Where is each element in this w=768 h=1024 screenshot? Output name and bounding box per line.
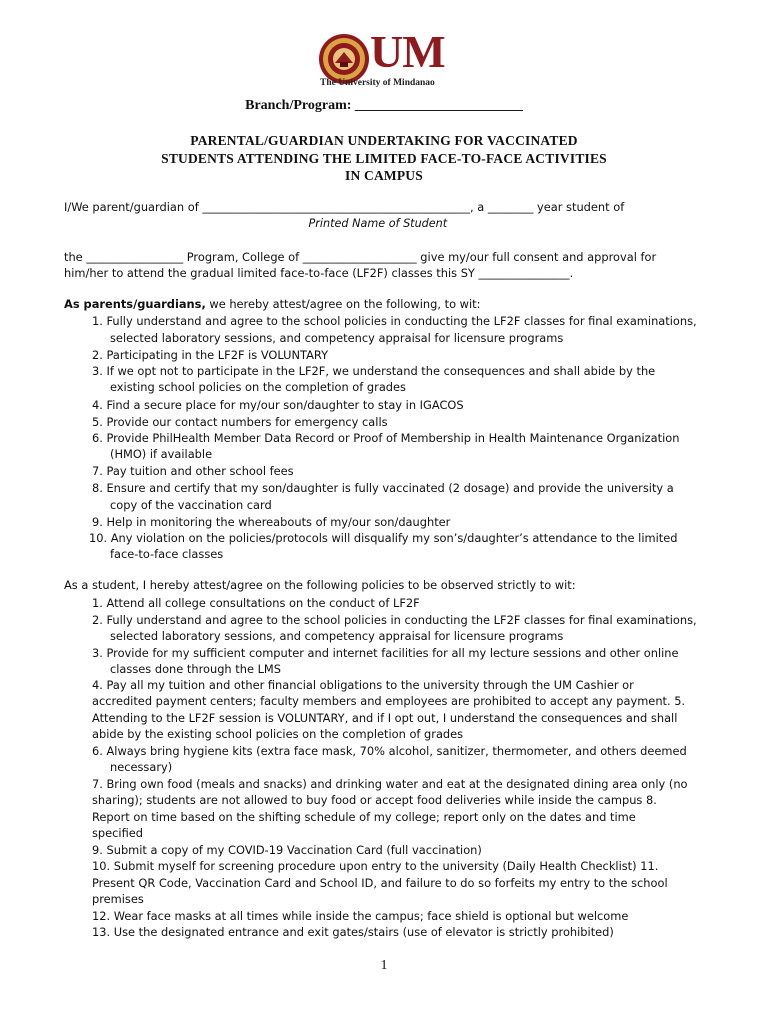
student-item: 10. Submit myself for screening procedure upon entry to the university (Daily Health Checklist) 11. — [92, 859, 659, 873]
student-item: Report on time based on the shifting schedule of my college; report only on the dates and time — [92, 810, 636, 824]
student-name-caption: Printed Name of Student — [308, 216, 448, 230]
um-logo — [318, 26, 468, 91]
consent-line-1: I/We parent/guardian of _______________________________________________, a ________ year student of — [64, 200, 625, 214]
parents-item: 2. Participating in the LF2F is VOLUNTARY — [92, 348, 329, 362]
student-item: specified — [92, 826, 144, 840]
student-item: 2. Fully understand and agree to the school policies in conducting the LF2F classes for final examinations, — [92, 613, 697, 627]
parents-item: 6. Provide PhilHealth Member Data Record or Proof of Membership in Health Maintenance Organization — [92, 431, 680, 445]
student-item: 7. Bring own food (meals and snacks) and drinking water and eat at the designated dining area only (no — [92, 777, 688, 791]
parents-item: 10. Any violation on the policies/protocols will disqualify my son’s/daughter’s attendance to the limited — [89, 531, 678, 545]
student-item: premises — [92, 892, 144, 906]
student-item: 3. Provide for my sufficient computer and internet facilities for all my lecture sessions and other online — [92, 646, 679, 660]
parents-item: 1. Fully understand and agree to the school policies in conducting the LF2F classes for final examinations, — [92, 314, 697, 328]
student-item: necessary) — [110, 760, 173, 774]
parents-item: 5. Provide our contact numbers for emergency calls — [92, 415, 388, 429]
parents-intro-bold: As parents/guardians, — [64, 297, 206, 311]
student-intro: As a student, I hereby attest/agree on the following policies to be observed strictly to wit: — [64, 578, 576, 592]
parents-item: face-to-face classes — [110, 547, 224, 561]
logo-tagline: The University of Mindanao — [320, 78, 435, 88]
student-item: Attending to the LF2F session is VOLUNTARY, and if I opt out, I understand the consequences and shall — [92, 711, 678, 725]
student-item: accredited payment centers; faculty members and employees are prohibited to accept any payment. 5. — [92, 694, 686, 708]
parents-item: 8. Ensure and certify that my son/daughter is fully vaccinated (2 dosage) and provide the university a — [92, 481, 674, 495]
student-item: 13. Use the designated entrance and exit gates/stairs (use of elevator is strictly prohibited) — [92, 925, 614, 939]
student-item: sharing); students are not allowed to buy food or accept food deliveries while inside the campus 8. — [92, 793, 657, 807]
student-item: 12. Wear face masks at all times while inside the campus; face shield is optional but welcome — [92, 909, 629, 923]
student-item: abide by the existing school policies on the completion of grades — [92, 727, 464, 741]
document-title — [0, 132, 768, 185]
parents-item: copy of the vaccination card — [110, 498, 272, 512]
branch-program-field: Branch/Program: ________________________ — [245, 98, 523, 113]
parents-intro — [64, 297, 480, 311]
student-item: Present QR Code, Vaccination Card and School ID, and failure to do so forfeits my entry to the school — [92, 876, 668, 890]
consent-line-3: him/her to attend the gradual limited face-to-face (LF2F) classes this SY ________________. — [64, 266, 574, 280]
title-line: PARENTAL/GUARDIAN UNDERTAKING FOR VACCINATED — [190, 133, 578, 148]
page-number: 1 — [380, 958, 388, 973]
parents-item: 9. Help in monitoring the whereabouts of my/our son/daughter — [92, 515, 451, 529]
parents-item: existing school policies on the completion of grades — [110, 380, 406, 394]
parents-item: 4. Find a secure place for my/our son/daughter to stay in IGACOS — [92, 398, 464, 412]
parents-item: 3. If we opt not to participate in the LF2F, we understand the consequences and shall abide by the — [92, 364, 656, 378]
logo-wordmark: UM — [370, 26, 445, 77]
student-item: 6. Always bring hygiene kits (extra face mask, 70% alcohol, sanitizer, thermometer, and others deemed — [92, 744, 687, 758]
student-item: classes done through the LMS — [110, 662, 281, 676]
title-line: IN CAMPUS — [345, 168, 423, 183]
student-item: selected laboratory sessions, and competency appraisal for licensure programs — [110, 629, 564, 643]
parents-item: (HMO) if available — [110, 447, 213, 461]
student-item: 9. Submit a copy of my COVID-19 Vaccination Card (full vaccination) — [92, 843, 482, 857]
consent-line-2: the _________________ Program, College of ____________________ give my/our full consent and approval for — [64, 250, 657, 264]
student-item: 4. Pay all my tuition and other financial obligations to the university through the UM Cashier or — [92, 678, 634, 692]
parents-intro-rest: we hereby attest/agree on the following, to wit: — [205, 297, 481, 311]
student-item: 1. Attend all college consultations on the conduct of LF2F — [92, 596, 420, 610]
parents-item: 7. Pay tuition and other school fees — [92, 464, 294, 478]
parents-item: selected laboratory sessions, and competency appraisal for licensure programs — [110, 331, 564, 345]
title-line: STUDENTS ATTENDING THE LIMITED FACE-TO-FACE ACTIVITIES — [161, 150, 607, 166]
